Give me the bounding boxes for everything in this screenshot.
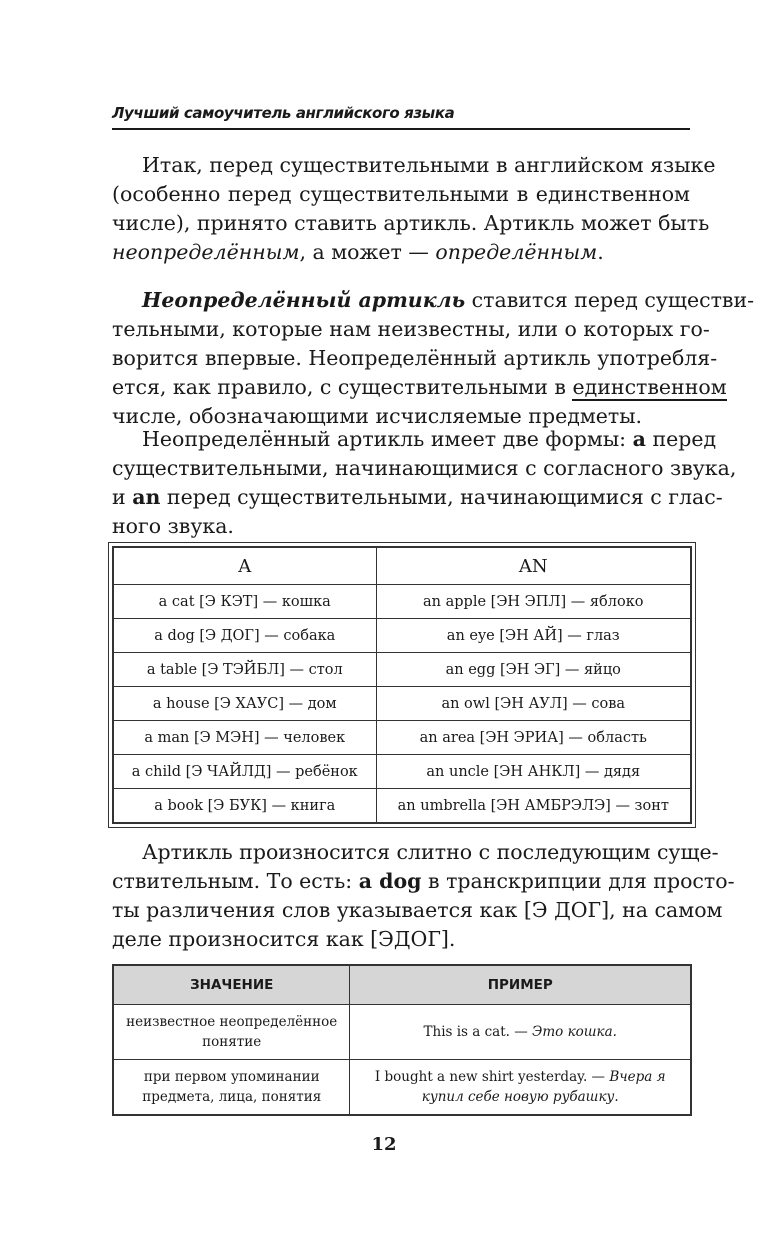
text-fragment: .: [597, 240, 604, 264]
text-line: [112, 373, 727, 402]
table-header-row: [113, 965, 691, 1005]
column-header-example: ПРИМЕР: [350, 965, 691, 1005]
example-a-dog: a dog: [358, 869, 422, 893]
table-cell: an uncle [ЭН АНКЛ] — дядя: [376, 755, 691, 789]
column-header-a: A: [113, 547, 376, 585]
text-fragment: , а может —: [299, 240, 429, 264]
article-a: a: [632, 427, 646, 451]
table-row: [113, 755, 691, 789]
meaning-cell: неизвестное неопределённое понятие: [113, 1005, 350, 1060]
example-russian: Вчера я купил себе новую рубашку.: [421, 1069, 666, 1105]
table-row: [113, 585, 691, 619]
table-row: [113, 1060, 691, 1116]
table-cell: a house [Э ХАУС] — дом: [113, 687, 376, 721]
text-line: существительными, начинающимися с согласного звука,: [112, 456, 737, 480]
text-line: числе, обозначающими исчисляемые предметы.: [112, 404, 643, 428]
table-cell: an owl [ЭН АУЛ] — сова: [376, 687, 691, 721]
table-cell: an area [ЭН ЭРИА] — область: [376, 721, 691, 755]
text-line: ворится впервые. Неопределённый артикль употребля-: [112, 346, 718, 370]
table-cell: a table [Э ТЭЙБЛ] — стол: [113, 653, 376, 687]
running-header: [112, 96, 690, 130]
intro-paragraph: [112, 151, 716, 267]
table-cell: a book [Э БУК] — книга: [113, 789, 376, 824]
text-line: деле произносится как [ЭДОГ].: [112, 927, 456, 951]
table-cell: an egg [ЭН ЭГ] — яйцо: [376, 653, 691, 687]
pronunciation-paragraph: [112, 838, 735, 954]
indefinite-paragraph: [112, 286, 755, 431]
text-line: [112, 425, 717, 454]
text-line: [112, 867, 735, 896]
text-line: [112, 286, 755, 315]
usage-table: [112, 964, 692, 1116]
text-line: ного звука.: [112, 514, 234, 538]
table-row: [113, 619, 691, 653]
page-number: 12: [371, 1134, 397, 1155]
forms-paragraph: [112, 425, 737, 541]
meaning-cell: при первом упоминании предмета, лица, понятия: [113, 1060, 350, 1116]
table-cell: an apple [ЭН ЭПЛ] — яблоко: [376, 585, 691, 619]
text-line: ты различения слов указывается как [Э ДОГ], на самом: [112, 898, 723, 922]
table-header-row: [113, 547, 691, 585]
table-row: [113, 721, 691, 755]
emphasis-definite: определённым: [435, 240, 598, 264]
column-header-an: AN: [376, 547, 691, 585]
text-line: числе), принято ставить артикль. Артикль может быть: [112, 211, 710, 235]
table-row: [113, 1005, 691, 1060]
text-line: [112, 483, 723, 512]
text-fragment: и: [112, 485, 126, 509]
example-cell: [350, 1060, 691, 1116]
example-cell: [350, 1005, 691, 1060]
text-line: Итак, перед существительными в английском языке: [142, 153, 716, 177]
underlined-singular: единственном: [572, 375, 727, 399]
article-examples-table: [112, 546, 692, 824]
text-line: тельными, которые нам неизвестны, или о которых го-: [112, 317, 710, 341]
table-cell: a man [Э МЭН] — человек: [113, 721, 376, 755]
text-line: [112, 238, 690, 267]
table-row: [113, 789, 691, 824]
article-an: an: [132, 485, 161, 509]
table-cell: an eye [ЭН АЙ] — глаз: [376, 619, 691, 653]
table-cell: a child [Э ЧАЙЛД] — ребёнок: [113, 755, 376, 789]
text-fragment: в транскрипции для просто-: [428, 869, 735, 893]
example-russian: Это кошка.: [532, 1024, 617, 1040]
running-title: Лучший самоучитель английского языка: [112, 104, 455, 122]
table-cell: a cat [Э КЭТ] — кошка: [113, 585, 376, 619]
text-fragment: ствительным. То есть:: [112, 869, 353, 893]
text-line: Артикль произносится слитно с последующим суще-: [142, 840, 719, 864]
text-fragment: перед: [652, 427, 717, 451]
text-fragment: Неопределённый артикль имеет две формы:: [142, 427, 627, 451]
table-cell: a dog [Э ДОГ] — собака: [113, 619, 376, 653]
term-indefinite-article: Неопределённый артикль: [142, 288, 466, 312]
example-english: This is a cat. —: [423, 1024, 528, 1040]
example-english: I bought a new shirt yesterday. —: [374, 1069, 606, 1085]
table-row: [113, 687, 691, 721]
text-fragment: перед существительными, начинающимися с глас-: [166, 485, 723, 509]
text-line: (особенно перед существительными в единственном: [112, 182, 690, 206]
table-cell: an umbrella [ЭН АМБРЭЛЭ] — зонт: [376, 789, 691, 824]
text-fragment: ется, как правило, с существительными в: [112, 375, 566, 399]
text-fragment: ставится перед существи-: [471, 288, 755, 312]
table-row: [113, 653, 691, 687]
emphasis-indefinite: неопределённым: [112, 240, 300, 264]
column-header-meaning: ЗНАЧЕНИЕ: [113, 965, 350, 1005]
